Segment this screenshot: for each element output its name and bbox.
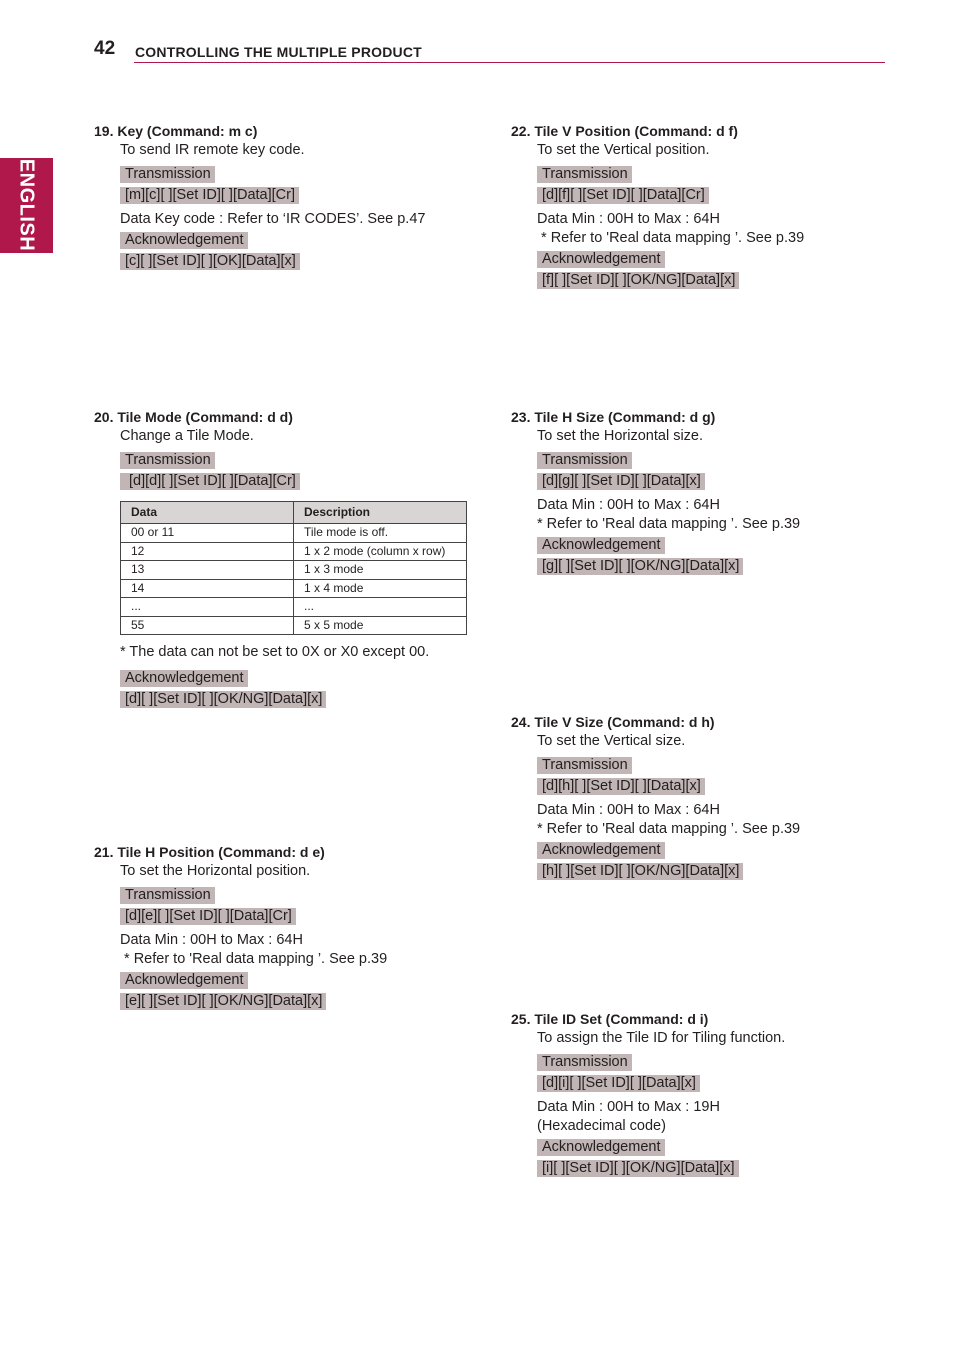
section-description: To assign the Tile ID for Tiling function.	[537, 1030, 786, 1046]
section-23-tile-h-size	[511, 408, 800, 576]
acknowledgement-label: Acknowledgement	[537, 842, 665, 859]
language-tab	[0, 158, 53, 253]
section-24-tile-v-size	[511, 713, 800, 881]
cell-description: Tile mode is off.	[294, 524, 467, 543]
section-21-tile-h-position	[94, 843, 387, 1011]
data-mapping-note: * Refer to 'Real data mapping ’. See p.39	[120, 951, 388, 967]
cell-description: 1 x 4 mode	[294, 579, 467, 598]
transmission-label: Transmission	[120, 166, 215, 183]
transmission-label: Transmission	[537, 166, 632, 183]
transmission-code: [d][d][ ][Set ID][ ][Data][Cr]	[120, 473, 300, 490]
section-title: 22. Tile V Position (Command: d f)	[511, 123, 738, 139]
column-header-description: Description	[294, 502, 467, 524]
data-range-note: Data Min : 00H to Max : 19H	[537, 1099, 720, 1115]
section-title: 20. Tile Mode (Command: d d)	[94, 409, 293, 425]
transmission-label: Transmission	[537, 757, 632, 774]
transmission-label: Transmission	[120, 887, 215, 904]
section-25-tile-id-set	[511, 1010, 785, 1178]
section-description: To send IR remote key code.	[120, 142, 305, 158]
section-description: To set the Horizontal position.	[120, 863, 311, 879]
acknowledgement-code: [f][ ][Set ID][ ][OK/NG][Data][x]	[537, 272, 739, 289]
acknowledgement-label: Acknowledgement	[537, 1139, 665, 1156]
table-row	[121, 542, 467, 561]
transmission-code: [d][g][ ][Set ID][ ][Data][x]	[537, 473, 705, 490]
transmission-label: Transmission	[537, 1054, 632, 1071]
acknowledgement-code: [i][ ][Set ID][ ][OK/NG][Data][x]	[537, 1160, 739, 1177]
section-description: Change a Tile Mode.	[120, 428, 254, 444]
section-title: 25. Tile ID Set (Command: d i)	[511, 1011, 709, 1027]
data-range-note: Data Min : 00H to Max : 64H	[537, 802, 720, 818]
tile-mode-table	[120, 501, 467, 635]
table-header-row	[121, 502, 467, 524]
transmission-label: Transmission	[120, 452, 215, 469]
acknowledgement-label: Acknowledgement	[537, 537, 665, 554]
section-title: 23. Tile H Size (Command: d g)	[511, 409, 716, 425]
table-row	[121, 616, 467, 635]
page-number: 42	[94, 38, 116, 59]
transmission-code: [m][c][ ][Set ID][ ][Data][Cr]	[120, 187, 299, 204]
data-note: Data Key code : Refer to ‘IR CODES’. See p.47	[120, 211, 426, 227]
transmission-code: [d][f][ ][Set ID][ ][Data][Cr]	[537, 187, 709, 204]
acknowledgement-code: [h][ ][Set ID][ ][OK/NG][Data][x]	[537, 863, 743, 880]
table-row	[121, 598, 467, 617]
cell-description: 1 x 2 mode (column x row)	[294, 542, 467, 561]
data-range-note: Data Min : 00H to Max : 64H	[537, 211, 720, 227]
hex-code-note: (Hexadecimal code)	[537, 1118, 666, 1134]
table-row	[121, 524, 467, 543]
acknowledgement-label: Acknowledgement	[120, 972, 248, 989]
table-row	[121, 561, 467, 580]
header-title: CONTROLLING THE MULTIPLE PRODUCT	[135, 44, 422, 60]
section-title: 24. Tile V Size (Command: d h)	[511, 714, 715, 730]
section-title: 21. Tile H Position (Command: d e)	[94, 844, 325, 860]
section-title: 19. Key (Command: m c)	[94, 123, 258, 139]
transmission-code: [d][i][ ][Set ID][ ][Data][x]	[537, 1075, 700, 1092]
cell-description: 1 x 3 mode	[294, 561, 467, 580]
cell-description: ...	[294, 598, 467, 617]
acknowledgement-code: [g][ ][Set ID][ ][OK/NG][Data][x]	[537, 558, 743, 575]
acknowledgement-code: [c][ ][Set ID][ ][OK][Data][x]	[120, 253, 300, 270]
cell-data: 12	[121, 542, 294, 561]
section-20-tile-mode	[94, 408, 467, 709]
cell-data: ...	[121, 598, 294, 617]
data-range-note: Data Min : 00H to Max : 64H	[120, 932, 303, 948]
data-mapping-note: * Refer to 'Real data mapping ’. See p.39	[537, 230, 805, 246]
cell-data: 13	[121, 561, 294, 580]
cell-data: 55	[121, 616, 294, 635]
cell-data: 14	[121, 579, 294, 598]
section-description: To set the Vertical position.	[537, 142, 710, 158]
section-22-tile-v-position	[511, 122, 804, 290]
data-note: * The data can not be set to 0X or X0 except 00.	[120, 644, 430, 660]
acknowledgement-label: Acknowledgement	[120, 670, 248, 687]
section-description: To set the Horizontal size.	[537, 428, 704, 444]
data-mapping-note: * Refer to 'Real data mapping ’. See p.39	[537, 821, 801, 837]
cell-data: 00 or 11	[121, 524, 294, 543]
transmission-code: [d][h][ ][Set ID][ ][Data][x]	[537, 778, 705, 795]
transmission-code: [d][e][ ][Set ID][ ][Data][Cr]	[120, 908, 296, 925]
cell-description: 5 x 5 mode	[294, 616, 467, 635]
acknowledgement-label: Acknowledgement	[120, 232, 248, 249]
section-19-key	[94, 122, 425, 271]
table-row	[121, 579, 467, 598]
acknowledgement-label: Acknowledgement	[537, 251, 665, 268]
acknowledgement-code: [d][ ][Set ID][ ][OK/NG][Data][x]	[120, 691, 326, 708]
acknowledgement-code: [e][ ][Set ID][ ][OK/NG][Data][x]	[120, 993, 326, 1010]
data-mapping-note: * Refer to 'Real data mapping ’. See p.39	[537, 516, 801, 532]
language-tab-label: ENGLISH	[15, 158, 38, 252]
column-header-data: Data	[121, 502, 294, 524]
data-range-note: Data Min : 00H to Max : 64H	[537, 497, 720, 513]
section-description: To set the Vertical size.	[537, 733, 686, 749]
transmission-label: Transmission	[537, 452, 632, 469]
header-divider	[134, 62, 885, 63]
